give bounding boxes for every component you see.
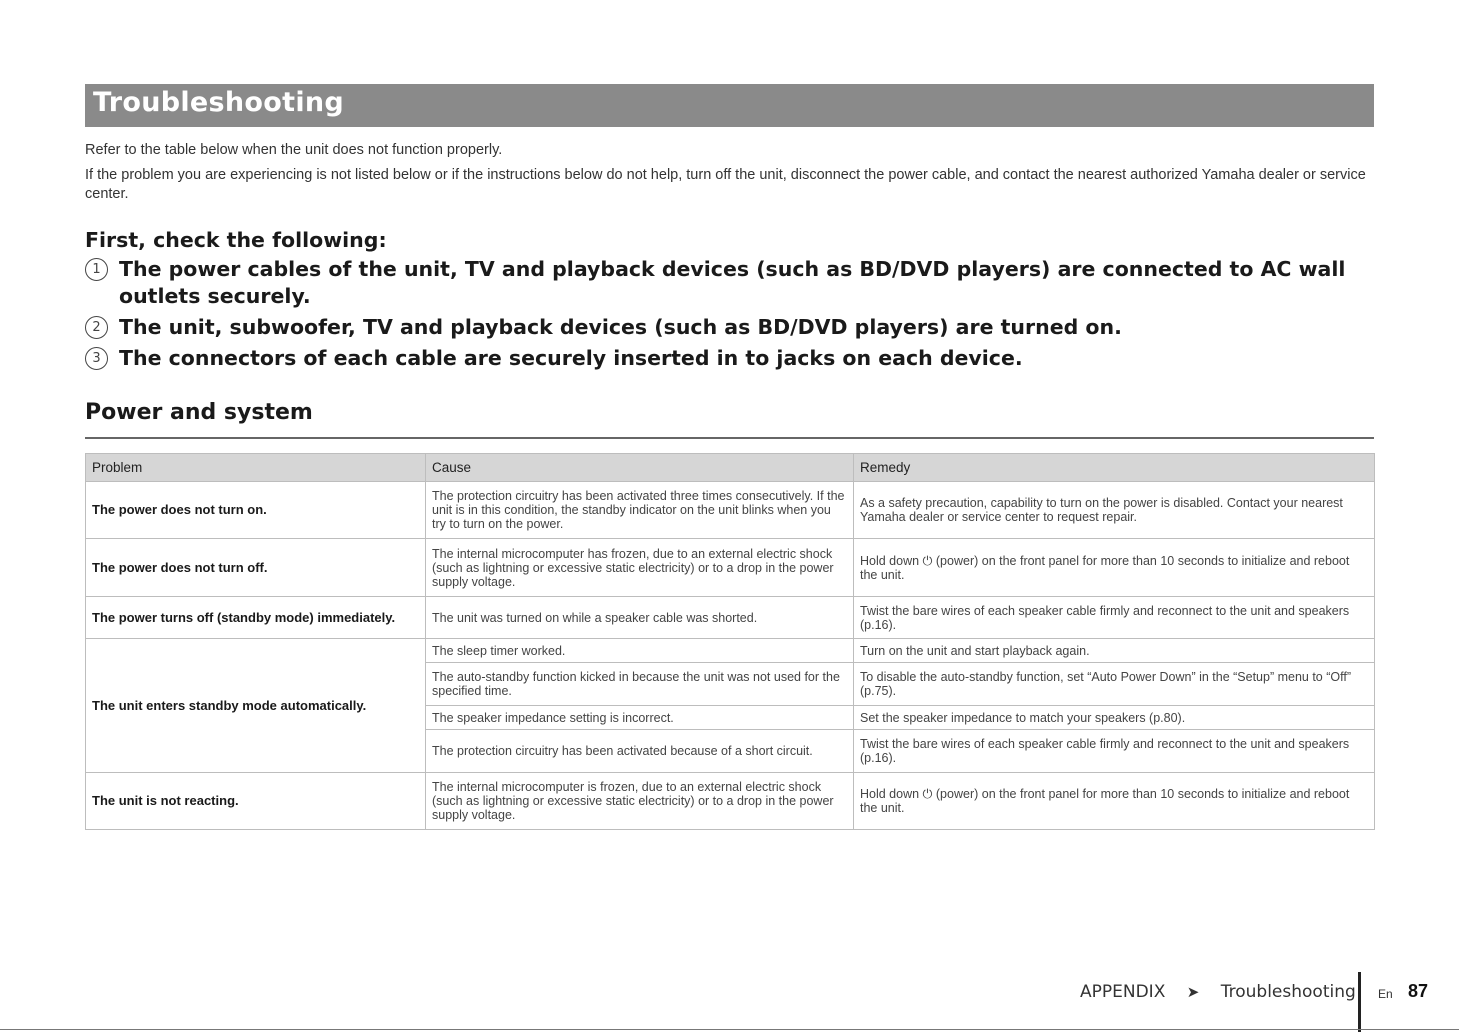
cause-cell: The protection circuitry has been activated because of a short circuit. [426,730,854,773]
problem-cell: The power does not turn off. [86,539,426,597]
table-row [86,539,1375,597]
remedy-cell: Twist the bare wires of each speaker cable firmly and reconnect to the unit and speakers (p.16). [854,597,1375,639]
problem-cell: The power does not turn on. [86,482,426,539]
cause-cell: The auto-standby function kicked in because the unit was not used for the specified time. [426,663,854,706]
remedy-cell: Turn on the unit and start playback again. [854,639,1375,663]
problem-cell: The unit is not reacting. [86,773,426,830]
table-row [86,773,1375,830]
troubleshooting-table [85,453,1375,830]
cause-cell: The protection circuitry has been activated three times consecutively. If the unit is in this condition, the standby indicator on the unit blinks when you try to turn on the power. [426,482,854,539]
footer-divider [1358,972,1361,1032]
check-item-text: The connectors of each cable are securely inserted in to jacks on each device. [119,346,1023,370]
remedy-cell: Hold down ⏻ (power) on the front panel for more than 10 seconds to initialize and reboot the unit. [854,539,1375,597]
problem-cell: The power turns off (standby mode) immediately. [86,597,426,639]
column-header-remedy: Remedy [854,454,1375,482]
column-header-problem: Problem [86,454,426,482]
section-title: Power and system [85,400,313,425]
cause-cell: The internal microcomputer has frozen, due to an external electric shock (such as lightning or excessive static electricity) or to a drop in the power supply voltage. [426,539,854,597]
intro-text [85,141,1375,210]
circled-number-icon: 3 [85,347,108,370]
column-header-cause: Cause [426,454,854,482]
remedy-cell: Hold down ⏻ (power) on the front panel for more than 10 seconds to initialize and reboot the unit. [854,773,1375,830]
remedy-cell: Set the speaker impedance to match your speakers (p.80). [854,706,1375,730]
circled-number-icon: 2 [85,316,108,339]
table-header-row [86,454,1375,482]
cause-cell: The speaker impedance setting is incorrect. [426,706,854,730]
remedy-cell: To disable the auto-standby function, set “Auto Power Down” in the “Setup” menu to “Off” (p.75). [854,663,1375,706]
circled-number-icon: 1 [85,258,108,281]
check-item-text: The unit, subwoofer, TV and playback devices (such as BD/DVD players) are turned on. [119,315,1122,339]
check-item [85,314,1375,341]
table-row [86,482,1375,539]
check-item [85,345,1375,372]
table-row [86,639,1375,663]
footer-breadcrumb [1080,982,1356,1002]
check-list [85,228,1375,376]
footer-chapter-link[interactable]: Troubleshooting [1220,982,1356,1002]
page-number: 87 [1408,981,1429,1001]
footer-section-link[interactable]: APPENDIX [1080,982,1166,1002]
intro-paragraph: If the problem you are experiencing is not listed below or if the instructions below do not help, turn off the unit, disconnect the power cable, and contact the nearest authorized Yamaha dealer or service center. [85,167,1366,202]
remedy-cell: As a safety precaution, capability to turn on the power is disabled. Contact your nearest Yamaha dealer or service center to request repair. [854,482,1375,539]
check-heading: First, check the following: [85,228,387,252]
cause-cell: The unit was turned on while a speaker cable was shorted. [426,597,854,639]
problem-cell: The unit enters standby mode automatically. [86,639,426,773]
check-item-text: The power cables of the unit, TV and playback devices (such as BD/DVD players) are connected to AC wall outlets securely. [119,257,1346,308]
intro-paragraph: Refer to the table below when the unit does not function properly. [85,142,503,158]
page-title-bar [85,84,1374,127]
bottom-rule [0,1029,1459,1030]
remedy-cell: Twist the bare wires of each speaker cable firmly and reconnect to the unit and speakers (p.16). [854,730,1375,773]
check-item [85,256,1375,310]
arrow-right-icon: ➤ [1186,983,1200,1001]
section-divider [85,437,1374,439]
cause-cell: The internal microcomputer is frozen, due to an external electric shock (such as lightning or excessive static electricity) or to a drop in the power supply voltage. [426,773,854,830]
page-language: En [1378,987,1393,1001]
cause-cell: The sleep timer worked. [426,639,854,663]
table-row [86,597,1375,639]
page-title: Troubleshooting [93,87,345,118]
